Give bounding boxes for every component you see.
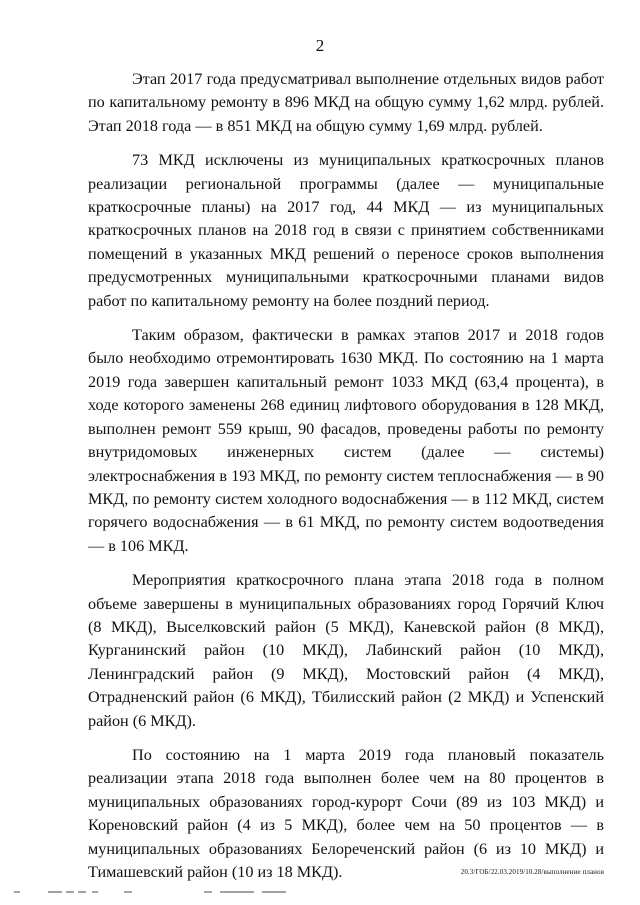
paragraph-repair-results: Таким образом, фактически в рамках этапов 2017 и 2018 годов было необходимо отремонтировать 1630 МКД. По состоянию на 1 марта 2019 года завершен капитальный ремонт 1033 МКД (63,4 процента), в ходе которого заменены 268 единиц лифтового оборудования в 128 МКД, выполнен ремонт 559 крыш, 90 фасадов, проведены работы по ремонту внутридомовых инженерных систем (далее — системы) электроснабжения в 193 МКД, по ремонту систем теплоснабжения — в 90 МКД, по ремонту систем холодного водоснабжения — в 112 МКД, систем горячего водоснабжения — в 61 МКД, по ремонту систем водоотведения — в 106 МКД. (88, 326, 604, 555)
paragraph-progress-indicators: По состоянию на 1 марта 2019 года плановый показатель реализации этапа 2018 года выполнен более чем на 80 процентов в муниципальных образованиях город-курорт Сочи (89 из 103 МКД) и Кореновский район (4 из 5 МКД), более чем на 50 процентов — в муниципальных образованиях Белореченский район (6 из 10 МКД) и Тимашевский район (10 из 18 МКД). (88, 745, 604, 881)
document-footer-code: 20.3/ГОБ/22.03.2019/10.28/выполнение планов (460, 868, 604, 876)
page-number: 2 (315, 36, 325, 55)
paragraph-stages-overview: Этап 2017 года предусматривал выполнение отдельных видов работ по капитальному ремонту в 896 МКД на общую сумму 1,62 млрд. рублей. Этап 2018 года — в 851 МКД на общую сумму 1,69 млрд. рублей. (88, 70, 604, 135)
document-body (88, 68, 604, 895)
paragraph-excluded-buildings: 73 МКД исключены из муниципальных краткосрочных планов реализации региональной программы (далее — муниципальные краткосрочные планы) на 2017 год, 44 МКД — из муниципальных краткосрочных планов на 2018 год в связи с принятием собственниками помещений в указанных МКД решений о переносе сроков выполнения предусмотренных муниципальными краткосрочными планами видов работ по капитальному ремонту на более поздний период. (88, 151, 604, 310)
paragraph-completed-municipalities: Мероприятия краткосрочного плана этапа 2018 года в полном объеме завершены в муниципальных образованиях город Горячий Ключ (8 МКД), Выселковский район (5 МКД), Каневской район (8 МКД), Курганинский район (10 МКД), Лабинский район (10 МКД), Ленинградский район (9 МКД), Мостовский район (4 МКД), Отрадненский район (6 МКД), Тбилисский район (2 МКД) и Успенский район (6 МКД). (88, 571, 604, 730)
scan-artifact-lines (14, 889, 334, 895)
